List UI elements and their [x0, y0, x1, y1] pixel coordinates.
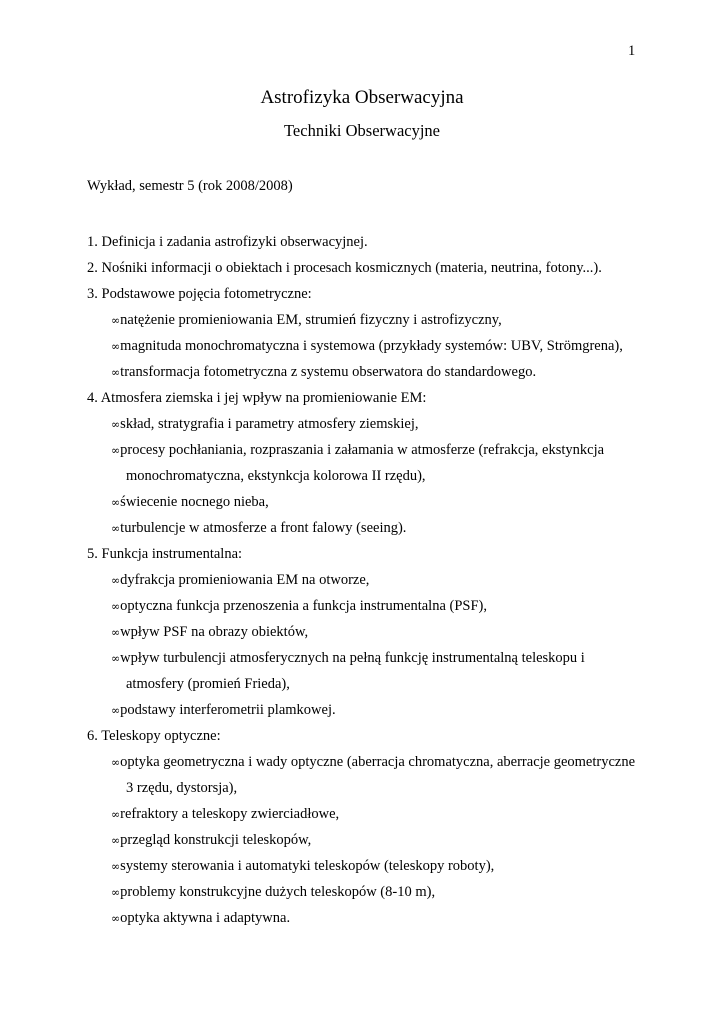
infinity-bullet-icon: ∞ — [111, 574, 121, 587]
bullet-text: atmosfery (promień Frieda), — [126, 676, 290, 692]
infinity-bullet-icon: ∞ — [111, 652, 121, 665]
infinity-bullet-icon: ∞ — [111, 444, 121, 457]
bullet-item — [87, 645, 677, 671]
infinity-bullet-icon: ∞ — [111, 808, 121, 821]
bullet-item — [87, 411, 677, 437]
bullet-item — [87, 567, 677, 593]
bullet-item — [87, 801, 677, 827]
infinity-bullet-icon: ∞ — [111, 366, 121, 379]
bullet-text: 3 rzędu, dystorsja), — [126, 780, 238, 796]
infinity-bullet-icon: ∞ — [111, 522, 121, 535]
infinity-bullet-icon: ∞ — [111, 704, 121, 717]
infinity-bullet-icon: ∞ — [111, 834, 121, 847]
bullet-text: optyka aktywna i adaptywna. — [120, 910, 291, 926]
section-heading: 2. Nośniki informacji o obiektach i procesach kosmicznych (materia, neutrina, fotony...). — [87, 260, 602, 276]
bullet-text: systemy sterowania i automatyki teleskopów (teleskopy roboty), — [120, 858, 495, 874]
bullet-text: refraktory a teleskopy zwierciadłowe, — [120, 806, 340, 822]
course-outline — [87, 229, 677, 931]
bullet-item — [87, 307, 677, 333]
bullet-item — [87, 697, 677, 723]
bullet-text: monochromatyczna, ekstynkcja kolorowa II rzędu), — [126, 468, 426, 484]
bullet-item-continuation — [87, 775, 677, 801]
bullet-text: transformacja fotometryczna z systemu obserwatora do standardowego. — [120, 364, 537, 380]
bullet-text: turbulencje w atmosferze a front falowy (seeing). — [120, 520, 407, 536]
bullet-item — [87, 333, 677, 359]
infinity-bullet-icon: ∞ — [111, 912, 121, 925]
document-subtitle: Techniki Obserwacyjne — [284, 121, 440, 140]
section-heading: 6. Teleskopy optyczne: — [87, 728, 221, 744]
bullet-text: optyczna funkcja przenoszenia a funkcja instrumentalna (PSF), — [120, 598, 487, 614]
bullet-text: wpływ PSF na obrazy obiektów, — [120, 624, 309, 640]
infinity-bullet-icon: ∞ — [111, 314, 121, 327]
bullet-item — [87, 619, 677, 645]
bullet-text: świecenie nocnego nieba, — [120, 494, 269, 510]
infinity-bullet-icon: ∞ — [111, 418, 121, 431]
infinity-bullet-icon: ∞ — [111, 756, 121, 769]
bullet-item — [87, 853, 677, 879]
bullet-text: natężenie promieniowania EM, strumień fizyczny i astrofizyczny, — [120, 312, 502, 328]
bullet-item — [87, 437, 677, 463]
bullet-item — [87, 879, 677, 905]
bullet-text: procesy pochłaniania, rozpraszania i załamania w atmosferze (refrakcja, ekstynkcja — [120, 442, 605, 458]
bullet-text: wpływ turbulencji atmosferycznych na pełną funkcję instrumentalną teleskopu i — [120, 650, 585, 666]
section-heading: 5. Funkcja instrumentalna: — [87, 546, 243, 562]
bullet-item — [87, 749, 677, 775]
infinity-bullet-icon: ∞ — [111, 600, 121, 613]
section-heading: 3. Podstawowe pojęcia fotometryczne: — [87, 286, 312, 302]
page-number: 1 — [628, 43, 636, 59]
bullet-text: optyka geometryczna i wady optyczne (aberracja chromatyczna, aberracje geometryczne — [120, 754, 636, 770]
bullet-item-continuation — [87, 463, 677, 489]
section-heading: 1. Definicja i zadania astrofizyki obserwacyjnej. — [87, 234, 368, 250]
document-title: Astrofizyka Obserwacyjna — [260, 87, 464, 108]
bullet-text: magnituda monochromatyczna i systemowa (przykłady systemów: UBV, Strömgrena), — [120, 338, 623, 354]
infinity-bullet-icon: ∞ — [111, 340, 121, 353]
bullet-item — [87, 827, 677, 853]
bullet-item — [87, 515, 677, 541]
infinity-bullet-icon: ∞ — [111, 496, 121, 509]
bullet-item — [87, 359, 677, 385]
bullet-text: skład, stratygrafia i parametry atmosfery ziemskiej, — [120, 416, 419, 432]
bullet-item — [87, 593, 677, 619]
semester-info: Wykład, semestr 5 (rok 2008/2008) — [87, 178, 293, 194]
bullet-text: podstawy interferometrii plamkowej. — [120, 702, 336, 718]
bullet-text: problemy konstrukcyjne dużych teleskopów (8-10 m), — [120, 884, 436, 900]
infinity-bullet-icon: ∞ — [111, 886, 121, 899]
infinity-bullet-icon: ∞ — [111, 626, 121, 639]
bullet-item — [87, 489, 677, 515]
bullet-text: przegląd konstrukcji teleskopów, — [120, 832, 312, 848]
infinity-bullet-icon: ∞ — [111, 860, 121, 873]
bullet-item — [87, 905, 677, 931]
bullet-item-continuation — [87, 671, 677, 697]
bullet-text: dyfrakcja promieniowania EM na otworze, — [120, 572, 370, 588]
section-heading: 4. Atmosfera ziemska i jej wpływ na promieniowanie EM: — [87, 390, 427, 406]
